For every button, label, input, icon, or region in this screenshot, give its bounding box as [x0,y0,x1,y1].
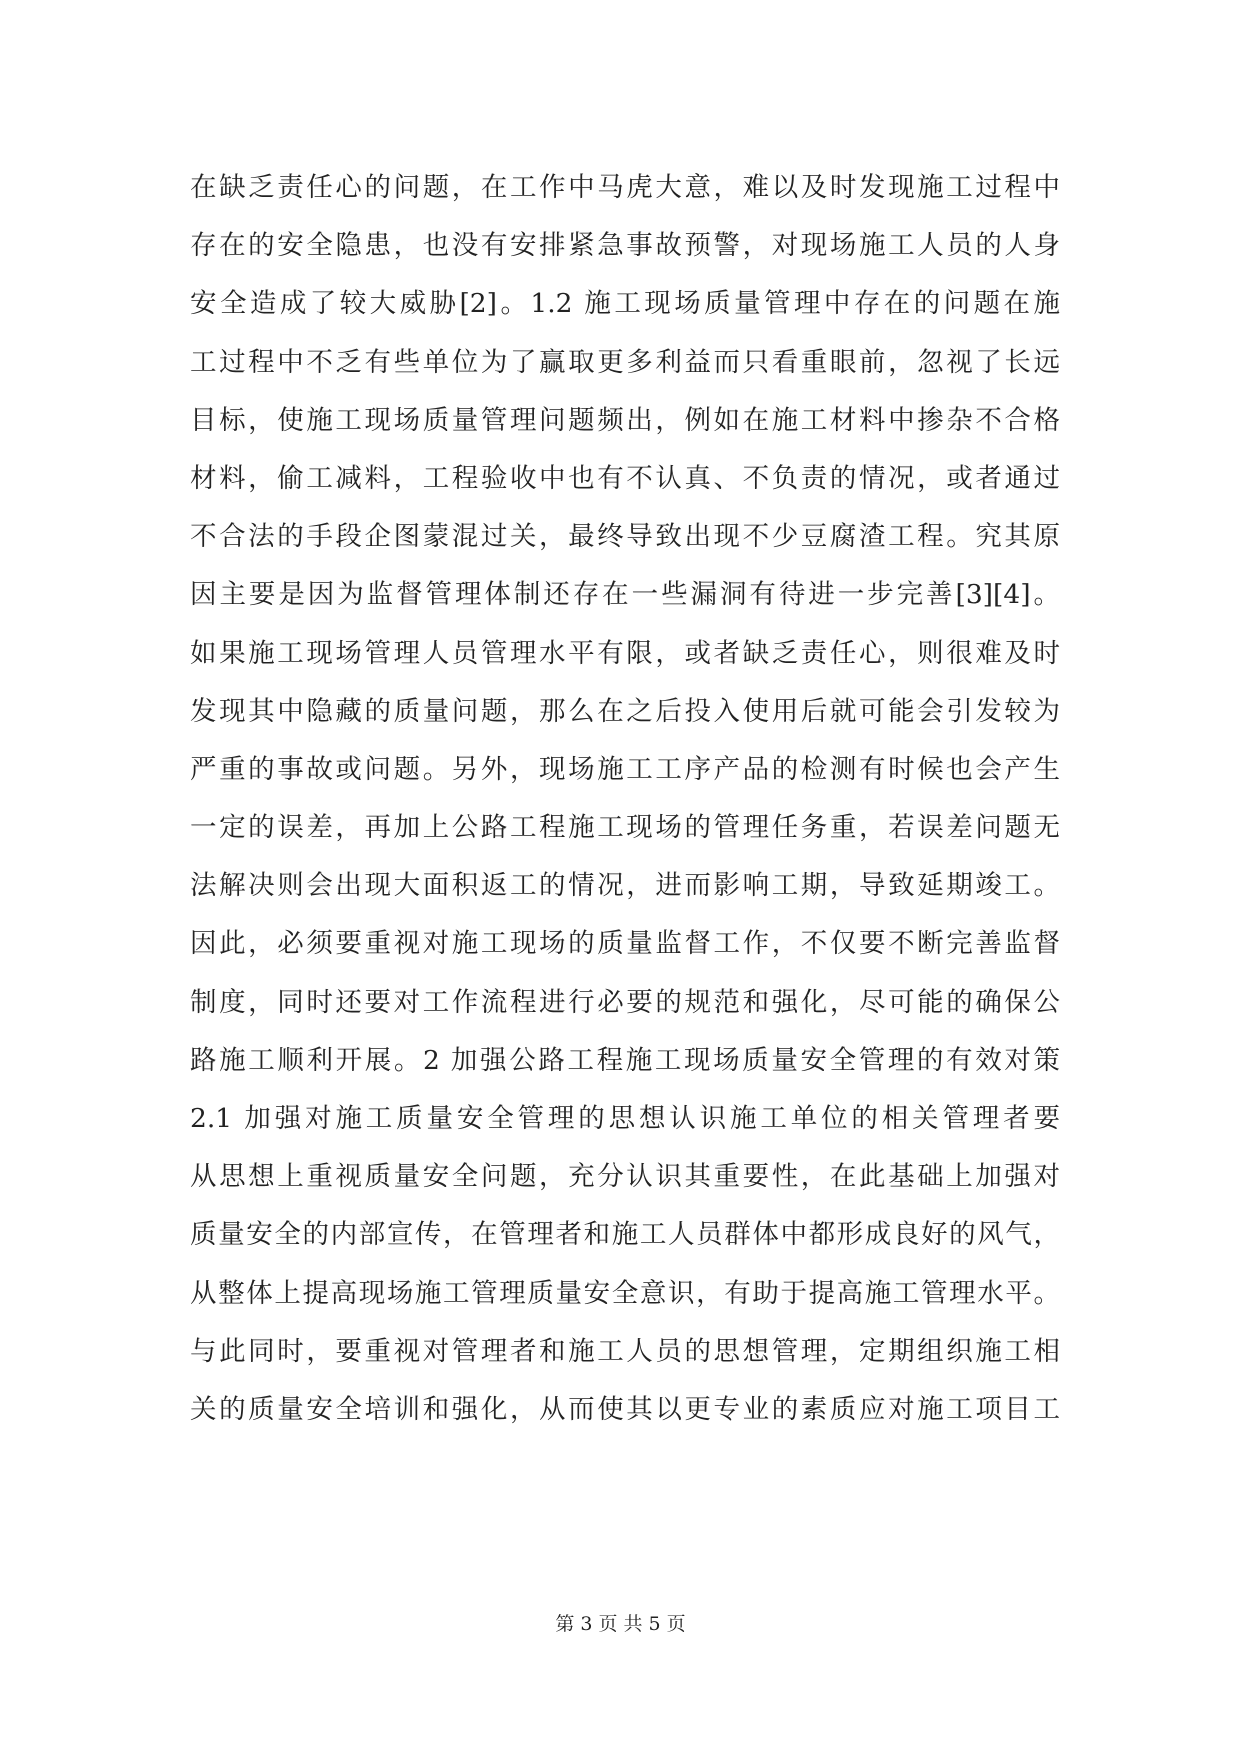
text-line: 法解决则会出现大面积返工的情况，进而影响工期，导致延期竣工。 [190,870,1060,902]
text-line: 一定的误差，再加上公路工程施工现场的管理任务重，若误差问题无 [190,812,1060,844]
text-line: 从思想上重视质量安全问题，充分认识其重要性，在此基础上加强对 [190,1161,1060,1193]
text-line: 因主要是因为监督管理体制还存在一些漏洞有待进一步完善[3][4]。 [190,579,1060,611]
text-line: 关的质量安全培训和强化，从而使其以更专业的素质应对施工项目工 [190,1393,1060,1425]
text-line: 质量安全的内部宣传，在管理者和施工人员群体中都形成良好的风气， [190,1219,1060,1251]
page-number: 第 3 页 共 5 页 [555,1613,686,1635]
text-line: 工过程中不乏有些单位为了赢取更多利益而只看重眼前，忽视了长远 [190,346,1060,378]
text-line: 发现其中隐藏的质量问题，那么在之后投入使用后就可能会引发较为 [190,695,1060,727]
text-line: 因此，必须要重视对施工现场的质量监督工作，不仅要不断完善监督 [190,928,1060,960]
text-line: 材料，偷工减料，工程验收中也有不认真、不负责的情况，或者通过 [190,462,1060,494]
text-line: 目标，使施工现场质量管理问题频出，例如在施工材料中掺杂不合格 [190,404,1060,436]
text-line: 从整体上提高现场施工管理质量安全意识，有助于提高施工管理水平。 [190,1277,1060,1309]
text-line: 如果施工现场管理人员管理水平有限，或者缺乏责任心，则很难及时 [190,637,1060,669]
text-line: 制度，同时还要对工作流程进行必要的规范和强化，尽可能的确保公 [190,986,1060,1018]
text-line: 安全造成了较大威胁[2]。1.2 施工现场质量管理中存在的问题在施 [190,288,1060,320]
body-text [190,159,1060,1439]
text-line: 存在的安全隐患，也没有安排紧急事故预警，对现场施工人员的人身 [190,230,1060,262]
page-footer [0,1609,1241,1636]
text-line: 2.1 加强对施工质量安全管理的思想认识施工单位的相关管理者要 [190,1103,1060,1134]
text-line: 在缺乏责任心的问题，在工作中马虎大意，难以及时发现施工过程中 [190,172,1060,203]
text-line: 与此同时，要重视对管理者和施工人员的思想管理，定期组织施工相 [190,1335,1060,1367]
text-line: 不合法的手段企图蒙混过关，最终导致出现不少豆腐渣工程。究其原 [190,521,1060,553]
text-line: 严重的事故或问题。另外，现场施工工序产品的检测有时候也会产生 [190,753,1060,785]
text-line: 路施工顺利开展。2 加强公路工程施工现场质量安全管理的有效对策 [190,1044,1060,1076]
